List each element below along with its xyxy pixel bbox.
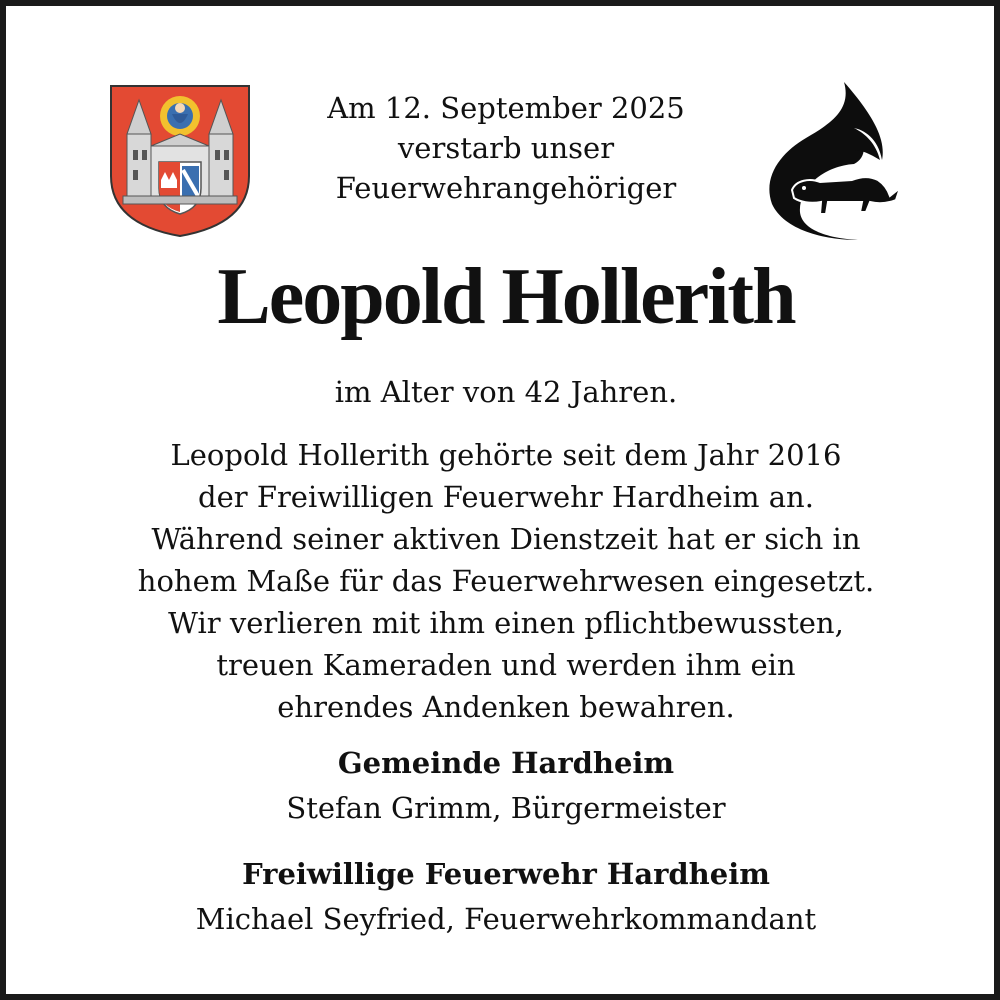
- memorial-line: der Freiwilligen Feuerwehr Hardheim an.: [198, 480, 814, 514]
- memorial-line: Wir verlieren mit ihm einen pflichtbewussten,: [168, 606, 844, 640]
- memorial-line: ehrendes Andenken bewahren.: [277, 690, 735, 724]
- signatory-organization: Gemeinde Hardheim: [337, 746, 675, 780]
- memorial-line: treuen Kameraden und werden ihm ein: [216, 648, 796, 682]
- memorial-text: [6, 434, 1000, 728]
- memorial-line: Während seiner aktiven Dienstzeit hat er sich in: [151, 522, 861, 556]
- intro-line: Am 12. September 2025: [327, 91, 685, 125]
- intro-line: verstarb unser: [397, 131, 615, 165]
- signatory-organization: Freiwillige Feuerwehr Hardheim: [242, 857, 770, 891]
- intro-line: Feuerwehrangehöriger: [335, 171, 677, 205]
- age-line: im Alter von 42 Jahren.: [334, 375, 678, 409]
- deceased-name: Leopold Hollerith: [217, 253, 795, 341]
- signatory-person: Stefan Grimm, Bürgermeister: [286, 791, 726, 825]
- signatory-person: Michael Seyfried, Feuerwehrkommandant: [195, 902, 817, 936]
- fire-brigade-emblem-icon: [766, 80, 906, 242]
- memorial-line: hohem Maße für das Feuerwehrwesen eingesetzt.: [137, 564, 875, 598]
- memorial-line: Leopold Hollerith gehörte seit dem Jahr 2016: [170, 438, 842, 472]
